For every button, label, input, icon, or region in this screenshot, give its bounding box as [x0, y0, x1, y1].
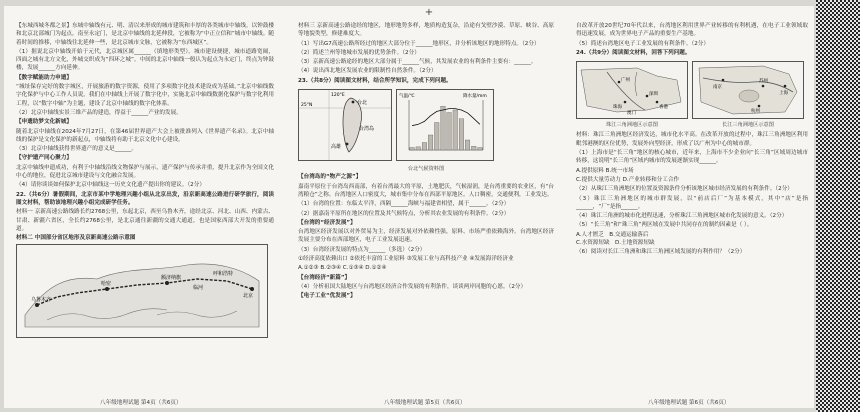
precipitation-bar	[447, 113, 452, 151]
chart-ylabel: 降水量/mm	[463, 94, 487, 100]
map-label: 哈密	[101, 281, 112, 288]
city-marker	[105, 287, 109, 291]
map-label: 香港	[659, 105, 668, 111]
page-5-column	[298, 22, 554, 384]
option-list	[576, 231, 808, 248]
page-4-column	[16, 22, 274, 384]
material: 材料：珠江三角洲地区经济发达，城市化水平高。在改革开放的过程中，珠江三角洲地区利用毗邻港澳的区位优势，发展外向型经济，形成了以广州为中心的城市群。	[576, 132, 808, 147]
map-label: 南京	[713, 85, 722, 91]
map-label: 深圳	[649, 92, 658, 98]
intro-paragraph: 【东城西城冬都之景】东城中轴线有元、明、清以来形成的城市建筑和丰厚的各类城市中轴线。以钟鼓楼和北京北部城门为起点，南至永定门，是北京中轴线的北延伸段，它被称为“中正立信和”城市中轴线。随着时间的推移，中轴线往北延伸一些，是北京城市文脉，它被称为“东西城区”。	[16, 23, 274, 46]
climate-chart-svg	[397, 90, 493, 160]
question-24: 24.（共9分）阅读图文材料，回答下列问题。	[576, 49, 691, 56]
pearl-delta-figure	[576, 59, 688, 129]
body-paragraph: 台湾地区经济发展以对外贸易为主，经济发展对外依赖性强，原料、市场严重依赖海外。台湾地区经济发展主要分布在西部地区，电子工业发展迅速。	[298, 229, 554, 244]
answer-choices: C.提供大量劳动力 D.产业转移和分工合作	[576, 176, 680, 183]
precipitation-bar	[471, 146, 476, 150]
answer-choices: A.提供原料 B.统一市场	[576, 167, 634, 174]
figure-caption: 长江三角洲地区示意图	[722, 122, 774, 129]
figure-caption: 珠江三角洲地区示意图	[606, 122, 658, 129]
question-23-5: （5）简述台湾地区电子工业发展的有利条件。（2分）	[576, 40, 709, 47]
delta-figures	[576, 59, 808, 129]
question-24-6: （6）阅读对长江三角洲和珠江三角洲区域发展的有利作用？（2分）	[576, 249, 746, 256]
map-label: 呼和浩特	[213, 271, 234, 278]
chart-title: 气温/℃	[399, 94, 415, 100]
section-tag: 【台湾岛的“物产之源”】	[298, 174, 362, 181]
city-marker	[35, 303, 39, 307]
body-paragraph: 嘉南平原位于台湾岛西南部，有着台湾最大的平原，土地肥沃，气候湿润，是台湾重要的农业区，有“台湾粮仓”之称。台湾地区人口密度大，城市集中分布在西部平原地区。人口稠密，交通便利，工业发达。	[298, 183, 554, 198]
material-3: 材料三 京新高速公路途经的地区，地形地势多样，地质构造复杂，沿途有戈壁沙漠、草原、峡谷、高原等地貌类型，修建难度大。	[298, 23, 554, 38]
question-24-2: （2）从珠江三角洲地区的位置及资源条件分析该地区城市经济发展的有利条件。（2分）	[576, 186, 793, 193]
question-2: （2）北京中轴线实景三维产品的建造，得益于______产业的发展。	[16, 109, 182, 116]
map-label: 高雄	[331, 144, 342, 151]
page-5-footer: 八年级地理试题 第5页（共6页）	[384, 400, 466, 406]
taiwan-map	[298, 89, 392, 161]
precipitation-bar	[453, 110, 458, 150]
body-paragraph: 北京中轴线申遗成功，有利于中轴线沿线文物保护与展示，遗产保护与传承并重，提升北京作为全国文化中心的地位，促进北京城市建设与文化融合发展。	[16, 164, 274, 180]
section-tag: 【台湾的“经济发展”】	[298, 219, 356, 226]
option-list	[298, 255, 554, 263]
question-24-1: （1）上海市是“长三角”地区的核心城市，近年来，上海市不少企业向“长三角”区域周边城市转移，这说明“长三角”区域内城市的发展逐渐实现______。	[576, 150, 808, 165]
climate-chart	[396, 89, 494, 161]
map-label: 杭州	[751, 109, 760, 115]
section-tag: 【守护遗产同心聚力】	[16, 155, 72, 162]
taiwan-figures	[298, 87, 554, 163]
map-label: 额济纳旗	[161, 275, 182, 282]
map-label: 北京	[243, 293, 254, 300]
page-6-footer: 八年级地理试题 第6页（共6页）	[648, 400, 730, 406]
question-24-3: （3）珠江三角洲地区的城市群发展，以“前店后厂”为基本模式，其中“店”是指______，“厂”是指______。	[576, 195, 808, 210]
expressway-map-svg	[17, 245, 267, 337]
section-tag: 【电子工业“优发展”】	[298, 293, 356, 300]
map-label: 澳门	[627, 111, 636, 117]
precipitation-bar	[410, 148, 415, 151]
option: C.水资源短缺	[576, 240, 610, 247]
question-23-4: （4）分析祖国大陆地区与台湾地区经济合作发展的有利条件，谈谈两岸同胞的心愿。（2分）	[298, 283, 527, 290]
city-marker	[165, 281, 169, 285]
body-paragraph: 自改革开放20世纪70年代以来，台湾地区利用世界产业转移的有利机遇，在电子工业领域取得迅速发展，成为世界电子产品的重要生产基地。	[576, 23, 808, 38]
map-label: 临河	[193, 285, 204, 292]
pearl-delta-svg	[577, 62, 687, 118]
precipitation-bar	[465, 140, 470, 150]
question-22: 22.（共6分）暑假期间，北京市某中学地理兴趣小组从北京出发，沿京新高速公路进行研学旅行，阅读图文材料，帮助该地理兴趣小组完成研学任务。	[16, 191, 274, 206]
material-2: 材料二 中国部分省区地形及京新高速公路示意图	[16, 235, 136, 242]
body-paragraph: “城址保存完好的数字城区，开展旅游的数字资源，使用了多项数字化技术建设成为基础。”北京中轴线数字化保护与中心工作人员说，我们在中轴线上开展了数字化中，实施北京中轴线数据化保护与数字化利用工程，以“数字中轴”为主题，建设了北京中轴线的数字化体系。	[16, 84, 274, 107]
fold-mark: +	[424, 7, 434, 18]
page-6-column	[576, 22, 808, 384]
question-23: 23.（共8分）阅读图文材料，结合所学知识，完成下列问题。	[298, 77, 452, 84]
yangtze-delta-map	[692, 61, 804, 119]
option: ③发展工业与高科技产业	[406, 256, 468, 263]
question-4: （4）请你谈谈如何保护北京中轴线这一历史文化遗产提出你的建议。（2分）	[16, 182, 205, 189]
precipitation-bar	[478, 148, 483, 151]
option: D.土地资源短缺	[615, 240, 655, 247]
question-3: （3）北京中轴线获得世界遗产的意义是______。	[16, 146, 138, 153]
map-label: 乌鲁木齐	[31, 297, 52, 304]
option: A.人才匮乏	[576, 231, 604, 238]
body-paragraph: 随着北京中轴线在2024年7月27日，在第46届世界遗产大会上被批准列入《世界遗产名录》。北京中轴线的保护是文化保护的新起点，中轴线将有助于北京文化中心建设。	[16, 128, 274, 143]
section-tag: 【申遗助梦文化新城】	[16, 119, 72, 126]
yangtze-delta-svg	[693, 62, 803, 118]
answer-choices: A.①②③ B.②③④ C.①③④ D.①②④	[298, 265, 387, 272]
question-23-3: （3）台湾经济发展的特点为______（多选）（2分）	[298, 246, 426, 253]
taiwan-map-svg	[299, 90, 391, 160]
section-tag: 【数字赋能助力申遗】	[16, 74, 72, 81]
precipitation-bar	[441, 106, 446, 150]
map-label: 上海	[779, 91, 788, 97]
map-label: 广州	[621, 78, 630, 84]
pearl-delta-map	[576, 61, 688, 119]
option: B.交通运输落后	[609, 231, 649, 238]
question-23-1: （1）台湾的位置：东临太平洋，西隔______海峡与福建省相望，属于______。（2分）	[298, 201, 510, 208]
option: ②依托丰富的工业原料	[349, 256, 405, 263]
precipitation-bar	[422, 143, 427, 151]
city-marker	[250, 287, 254, 291]
question-1: （1）据说北京中轴线开始于元代，北京城区属______（填地形类型）。城市建设便捷，城市道路宽阔，四面之城有北方文化，外城交织成为“四环之城”。中间的北京中轴线一般认为起点为永定门，终点为钟鼓楼，发展______方向延伸。	[16, 48, 274, 72]
lon-label: 120°E	[331, 93, 345, 99]
question-23-2: （2）据嘉南平原所在地区的位置及其气候特点，分析其农业发展的有利条件。（2分）	[298, 210, 510, 217]
page-4-footer: 八年级地理试题 第4页（共6页）	[100, 400, 182, 406]
precipitation-bar	[416, 147, 421, 150]
question-22-2: （2）简述兰州等地城市发展的优势条件。（2分）	[298, 49, 420, 56]
exam-sheet	[4, 6, 814, 408]
precipitation-bar	[428, 135, 433, 150]
question-24-5: （5）“长三角”和“珠三角”两区域在发展中共同存在的制约因素是（ ）。	[576, 222, 753, 229]
map-label: 台北	[357, 100, 368, 107]
lat-label: 25°N	[301, 103, 313, 109]
material-1: 材料一 京新高速公路线路长约2768公里，东起北京，西至乌鲁木齐，途经北京、河北、山西、内蒙古、甘肃、新疆六省区，全长约2768公里，是北京通往新疆的交通大通道，也是国家西部大开发的重要通道。	[16, 209, 274, 232]
map-label: 苏州	[759, 79, 768, 85]
expressway-map	[16, 244, 268, 338]
qr-edge-pattern	[816, 0, 860, 412]
option: ①经济高度依赖出口	[298, 256, 348, 263]
precipitation-bar	[459, 119, 464, 150]
option: ④发展海洋经济业	[469, 256, 514, 263]
question-22-3: （3）京新高速公路途经的地区大部分属于______气候，其发展农业的有利条件主要有：______。	[298, 59, 537, 66]
yangtze-delta-figure	[692, 59, 804, 129]
precipitation-bar	[434, 123, 439, 151]
map-title: 台湾岛	[359, 126, 375, 133]
question-22-1: （1）写出G7高速公路所经过的地区大部分位于______地形区，并分析该地区的地形特点。（2分）	[298, 40, 540, 47]
section-tag: 【台湾经济“新篇”】	[298, 274, 351, 281]
question-22-4: （4）说出西北地区发展农业的限制性自然条件。（2分）	[298, 68, 437, 75]
map-label: 珠海	[613, 105, 622, 111]
figure-caption: 台北气候资料图	[407, 166, 445, 173]
question-24-4: （4）珠江三角洲的城市化进程迅速，分析珠江三角洲地区城市化发展的意义。（2分）	[576, 213, 788, 220]
